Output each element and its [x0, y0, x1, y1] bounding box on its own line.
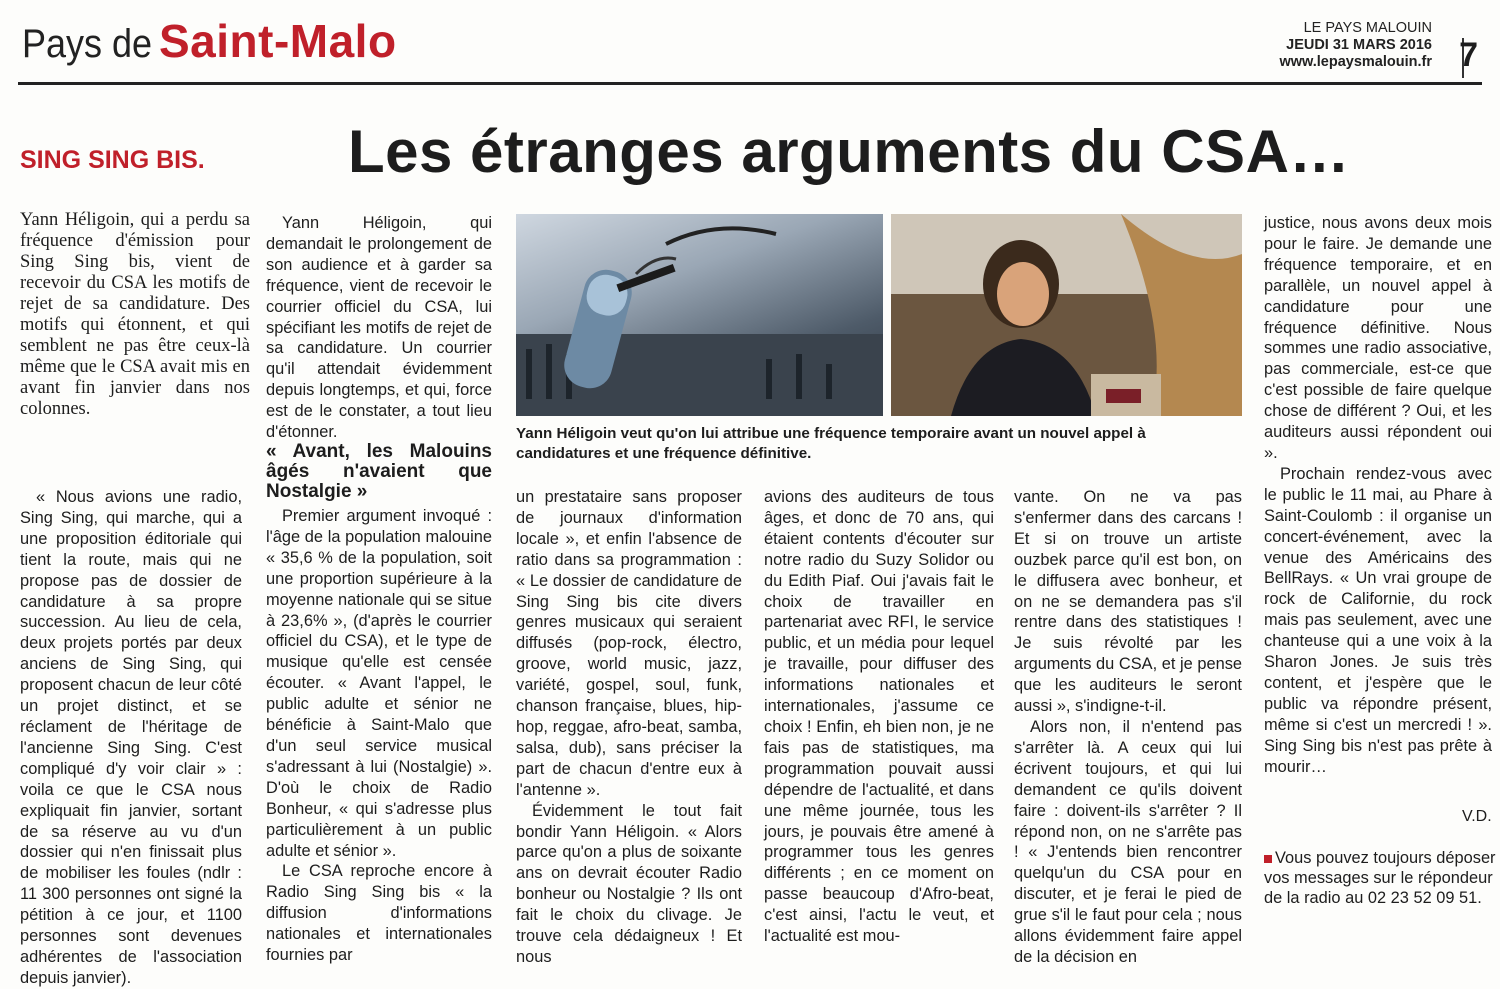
- article-kicker: SING SING BIS.: [20, 146, 205, 174]
- microphone-illustration: [516, 214, 883, 416]
- info-note: [1264, 848, 1496, 908]
- photo-caption: Yann Héligoin veut qu'on lui attribue une fréquence temporaire avant un nouvel appel à candidatures et une fréquence définitive.: [516, 425, 1146, 462]
- paragraph: Alors non, il n'entend pas s'arrêter là. A ceux qui lui écrivent toujours, et qui lui demandent ce qu'ils doivent faire : doivent-ils s'arrêter ? Il répond non, on ne s'arrête pas ! « J'entends bien rencontrer quelqu'un du CSA pour en discuter, et je ferai le pied de grue s'il le faut pour cela ; nous allons évidemment faire appel de la décision en: [1014, 717, 1242, 966]
- photo-yann-heligoin: [891, 214, 1242, 416]
- section-prefix: Pays de: [22, 22, 153, 66]
- section-town: Saint-Malo: [158, 15, 397, 67]
- issue-date: JEUDI 31 MARS 2016: [1286, 37, 1432, 53]
- lead-paragraph: Yann Héligoin, qui a perdu sa fréquence d'émission pour Sing Sing bis, vient de recevoir du CSA les motifs de rejet de sa candidature. Des motifs qui étonnent, et qui semblent ne pas être ceux-là même que le CSA avait mis en avant fin janvier dans nos colonnes.: [20, 210, 250, 419]
- text-column-2: [266, 442, 492, 966]
- paragraph: Évidemment le tout fait bondir Yann Héligoin. « Alors parce qu'on a plus de soixante ans on devrait écouter Radio bonheur ou Nostalgie ? Ils ont fait le choix du clivage. Je trouve cela dédaigneux ! Et nous: [516, 801, 742, 966]
- masthead: [1279, 20, 1432, 71]
- paragraph: Le CSA reproche encore à Radio Sing Sing bis « la diffusion d'informations nationales et internationales fournies par: [266, 862, 492, 965]
- paragraph: justice, nous avons deux mois pour le faire. Je demande une fréquence temporaire, et en parallèle, un nouvel appel à candidature pour une fréquence définitive. Nous sommes une radio associative, pas commerciale, est-ce que c'est possible de faire quelque chose de différent ? Oui, et les auditeurs aussi répondent oui ».: [1264, 214, 1492, 462]
- article-headline: Les étranges arguments du CSA…: [348, 118, 1350, 185]
- author-signoff: V.D.: [1462, 808, 1492, 825]
- text-column-4: [764, 487, 994, 947]
- text-column-3: [516, 487, 742, 968]
- photo-microphone: [516, 214, 883, 416]
- text-column-6: [1264, 213, 1492, 777]
- paragraph: avions des auditeurs de tous âges, et donc de 70 ans, qui étaient contents d'écouter sur notre radio du Suzy Solidor ou du Edith Piaf. Oui j'avais fait le choix de travailler en partenariat avec RFI, le service public, et un média pour lequel je travaille, pour diffuser des informations nationales et internationales, j'assume ce choix ! Enfin, eh bien non, je ne fais pas de statistiques, ma programmation pouvait aussi dépendre de l'actualité, et dans une même journée, tous les jours, je pouvais être amené à programmer tous les genres différents ; en ce moment on passe beaucoup d'Afro-beat, c'est ainsi, l'actu le veut, et l'actualité est mou-: [764, 488, 994, 946]
- paragraph: Prochain rendez-vous avec le public le 11 mai, au Phare à Saint-Coulomb : il organise un concert-événement, avec la venue des Américains des BellRays. « Un vrai groupe de rock de Californie, du rock mais pas seulement, avec une chanteuse qui a une voix à la Sharon Jones. Je suis très content, et j'espère que le public va répondre présent, même si c'est un mercredi ! ». Sing Sing bis n'est pas prête à mourir…: [1264, 464, 1492, 776]
- portrait-illustration: [891, 214, 1242, 416]
- paragraph: Yann Héligoin, qui demandait le prolongement de son audience et à garder sa fréquence, vient de recevoir le courrier officiel du CSA, lui spécifiant les motifs de rejet de sa candidature. Un courrier qu'il attendait évidemment depuis longtemps, et qui, force est de le constater, a tout lieu d'étonner.: [266, 214, 492, 442]
- note-text: Vous pouvez toujours déposer vos messages sur le répondeur de la radio au 02 23 52 09 51.: [1264, 849, 1496, 907]
- text-column-1: [20, 487, 242, 989]
- bullet-square-icon: [1264, 855, 1272, 863]
- article-lead: [20, 210, 250, 420]
- paragraph: vante. On ne va pas s'enfermer dans des carcans ! Et si on trouve un artiste ouzbek parce qu'il est bon, on le diffusera avec bonheur, et on ne se demandera pas s'il rentre dans des statistiques ! Je suis révolté par les arguments du CSA, et je pense que les auditeurs le seront aussi », s'indigne-t-il.: [1014, 488, 1242, 716]
- paper-name: LE PAYS MALOUIN: [1303, 20, 1432, 36]
- subheading: « Avant, les Malouins âgés n'avaient que Nostalgie »: [266, 441, 492, 502]
- paragraph: « Nous avions une radio, Sing Sing, qui marche, qui a une proposition éditoriale qui tient la route, mais qui ne propose pas de dossier de candidature à sa propre succession. Au lieu de cela, deux projets portés par deux anciens de Sing Sing, qui proposent chacun de leur côté un projet distinct, et se réclament de l'héritage de l'ancienne Sing Sing. C'est compliqué d'y voir clair » : voila ce que le CSA nous expliquait fin janvier, sortant de sa réserve au vu d'un dossier qui n'en finissait plus de mobiliser les foules (ndlr : 11 300 personnes ont signé la pétition à ce jour, et 1100 personnes sont devenues adhérentes de l'association depuis janvier).: [20, 488, 242, 987]
- paragraph: Premier argument invoqué : l'âge de la population malouine « 35,6 % de la population, soit une proportion supérieure à la moyenne nationale qui se situe à 23,6% », (d'après le courrier officiel du CSA), et le type de musique qu'elle est censée écouter. « Avant l'appel, le public adulte et sénior ne bénéficie à Saint-Malo que d'un seul service musical s'adressant à lui (Nostalgie) ». D'où le choix de Radio Bonheur, « qui s'adresse plus particulièrement à un public adulte et sénior ».: [266, 507, 492, 860]
- paragraph: un prestataire sans proposer de journaux d'information locale », et enfin l'absence de ratio dans sa programmation : « Le dossier de candidature de Sing Sing bis cite divers genres musicaux qui seraient diffusés (pop-rock, électro, groove, world music, jazz, variété, gospel, soul, funk, chanson française, blues, hip-hop, reggae, afro-beat, samba, salsa, dub), sans préciser la part de chacun d'entre eux à l'antenne ».: [516, 488, 742, 799]
- text-column-2-top: [266, 213, 492, 443]
- section-title: [22, 14, 397, 68]
- header-rule: [18, 82, 1482, 85]
- website-link[interactable]: www.lepaysmalouin.fr: [1279, 54, 1432, 70]
- page-number: 7: [1459, 36, 1478, 74]
- text-column-5: [1014, 487, 1242, 968]
